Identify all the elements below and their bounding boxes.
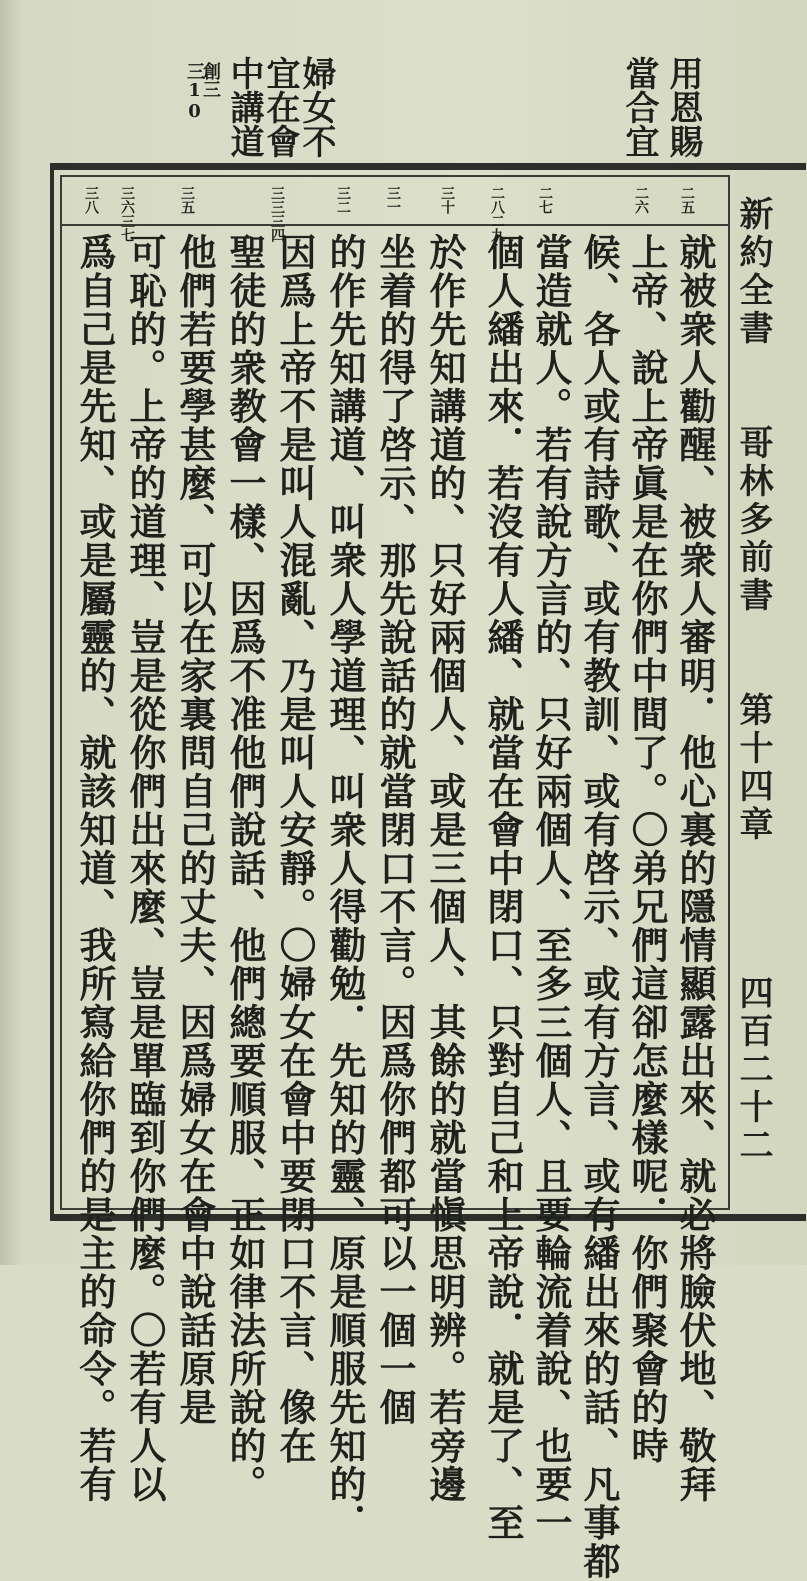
book-title: 新約全書 (733, 196, 773, 348)
verse-number: 三十 (439, 186, 455, 214)
verse-number: 二七 (537, 186, 553, 214)
header-column-divider (728, 175, 730, 1210)
verse-number: 三三三四 (269, 186, 285, 242)
text-column-13: 爲自己是先知、或是屬靈的、就該知道、我所寫給你們的是主的命令。若有 (73, 233, 117, 1504)
verse-number: 二八二九 (489, 186, 505, 242)
text-column-9: 因爲上帝不是叫人混亂、乃是叫人安靜。〇婦女在會中要閉口不言、像在 (273, 233, 317, 1465)
verse-number: 三八 (83, 186, 99, 214)
margin-ref-1: 創三 (200, 62, 221, 98)
text-column-7: 坐着的得了啓示、那先說話的就當閉口不言。因爲你們都可以一個一個 (373, 233, 417, 1427)
margin-note-left-2: 宜在會 (260, 56, 300, 158)
page-number: 四百二十二 (733, 975, 773, 1165)
text-column-2: 上帝、說上帝眞是在你們中間了。〇弟兄們這卻怎麼樣呢．你們聚會的時 (625, 233, 669, 1465)
margin-note-left-1: 婦女不 (296, 56, 336, 158)
text-column-1: 就被衆人勸醒、被衆人審明．他心裏的隱情顯露出來、就必將臉伏地、敬拜 (673, 233, 717, 1504)
text-column-8: 的作先知講道、叫衆人學道理、叫衆人得勸勉．先知的靈、原是順服先知的． (323, 233, 367, 1542)
margin-ref-2: 三10 (184, 62, 205, 122)
text-column-3: 候、各人或有詩歌、或有教訓、或有啓示、或有方言、或有繙出來的話、凡事都 (577, 233, 621, 1581)
margin-note-right-2: 當合宜 (619, 56, 659, 158)
chapter-number: 第十四章 (733, 692, 773, 844)
margin-note-right-1: 用恩賜 (663, 56, 703, 158)
text-column-10: 聖徒的衆教會一樣、因爲不准他們說話、他們總要順服、正如律法所說的。 (223, 233, 267, 1504)
verse-number: 二五 (679, 186, 695, 214)
verse-number: 三六三七 (119, 186, 135, 242)
verse-number: 三二 (335, 186, 351, 214)
text-column-11: 他們若要學甚麼、可以在家裏問自己的丈夫、因爲婦女在會中說話原是 (173, 233, 217, 1427)
verse-number-band-rule (60, 224, 728, 226)
text-column-6: 於作先知講道的、只好兩個人、或是三個人、其餘的就當愼思明辨。若旁邊 (423, 233, 467, 1504)
text-column-4: 當造就人。若有說方言的、只好兩個人、至多三個人、且要輪流着說、也要一 (529, 233, 573, 1542)
chapter-book: 哥林多前書 (733, 425, 773, 615)
verse-number: 三五 (179, 186, 195, 214)
text-column-5: 個人繙出來．若沒有人繙、就當在會中閉口、只對自己和上帝說．就是了、至 (481, 233, 525, 1542)
verse-number: 三一 (385, 186, 401, 214)
verse-number: 二六 (633, 186, 649, 214)
margin-note-left-3: 中講道 (224, 56, 264, 158)
text-column-12: 可恥的。上帝的道理、豈是從你們出來麼、豈是單臨到你們麼。〇若有人以 (123, 233, 167, 1504)
